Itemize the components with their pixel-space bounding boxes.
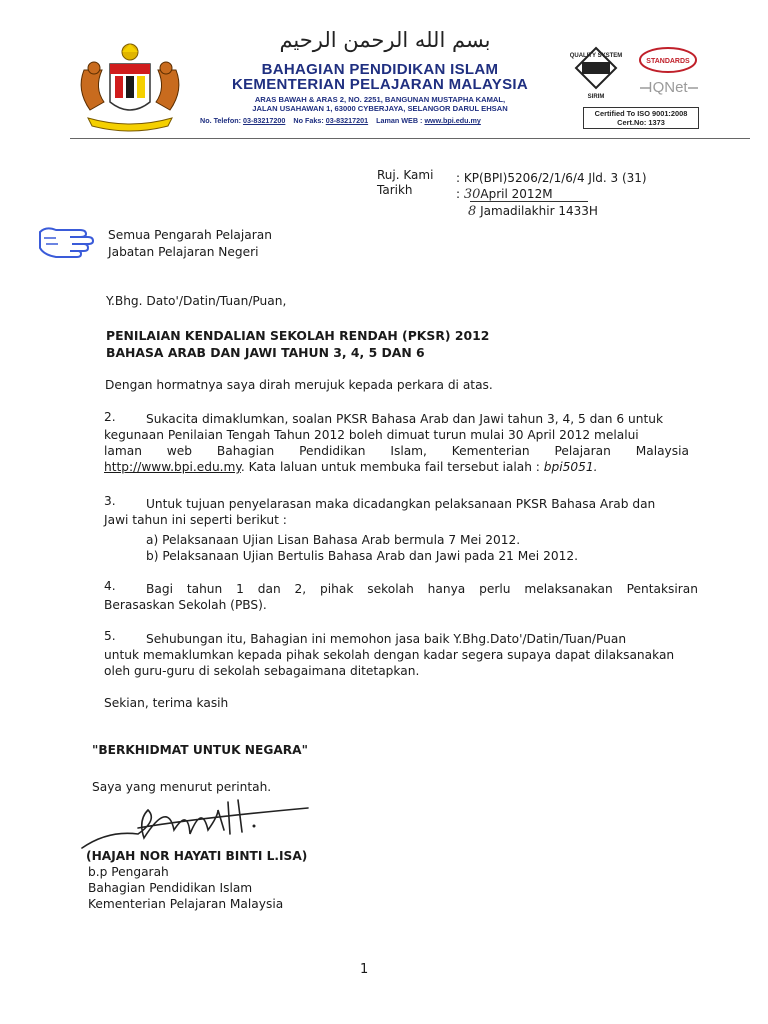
para3-item-a: a) Pelaksanaan Ujian Lisan Bahasa Arab bermula 7 Mei 2012. bbox=[146, 533, 521, 547]
iqnet-text: IQNet bbox=[648, 79, 688, 96]
para2-line3: laman web Bahagian Pendidikan Islam, Kementerian Pelajaran Malaysia bbox=[104, 444, 689, 458]
tarikh-label: Tarikh bbox=[377, 183, 413, 197]
certification-logos bbox=[566, 44, 706, 110]
web-label: Laman WEB : bbox=[376, 116, 423, 125]
bismillah-calligraphy: بسم الله الرحمن الرحيم bbox=[279, 28, 491, 52]
para5-number: 5. bbox=[104, 629, 116, 643]
ruj-label: Ruj. Kami bbox=[377, 168, 434, 182]
page-number: 1 bbox=[360, 962, 369, 977]
para5-line2: untuk memaklumkan kepada pihak sekolah dengan kadar segera supaya dapat dilaksanakan bbox=[104, 648, 675, 662]
para2-line4-text: . Kata laluan untuk membuka fail tersebut ialah : bbox=[240, 460, 540, 474]
coat-of-arms-icon bbox=[70, 40, 190, 135]
date-underline bbox=[470, 201, 588, 202]
motto: "BERKHIDMAT UNTUK NEGARA" bbox=[92, 743, 308, 757]
para2-line4 bbox=[104, 460, 598, 475]
cert-line2: Cert.No: 1373 bbox=[617, 118, 665, 127]
sirim-text: SIRIM bbox=[587, 94, 605, 100]
standards-text: STANDARDS bbox=[646, 58, 690, 65]
para4-line1: Bagi tahun 1 dan 2, pihak sekolah hanya perlu melaksanakan Pentaksiran bbox=[146, 582, 698, 596]
signatory-line2: Bahagian Pendidikan Islam bbox=[88, 881, 253, 895]
standards-iqnet-logo-icon bbox=[640, 48, 698, 96]
letterhead-contact bbox=[200, 116, 580, 125]
closing: Sekian, terima kasih bbox=[104, 696, 229, 710]
bpi-website-link[interactable]: http://www.bpi.edu.my bbox=[104, 460, 241, 474]
para3-number: 3. bbox=[104, 494, 116, 508]
letterhead-divider bbox=[70, 138, 750, 139]
sirim-quality-logo-icon bbox=[570, 48, 623, 100]
password-text: bpi5051. bbox=[543, 460, 598, 474]
letterhead-address bbox=[200, 95, 560, 113]
para2-number: 2. bbox=[104, 410, 116, 424]
tarikh-month-year: April 2012M bbox=[480, 187, 553, 201]
para5-line3: oleh guru-guru di sekolah sebagaimana ditetapkan. bbox=[104, 664, 420, 678]
tarikh-handwritten-day: 30 bbox=[463, 187, 481, 202]
para3-line1: Untuk tujuan penyelarasan maka dicadangkan pelaksanaan PKSR Bahasa Arab dan bbox=[146, 497, 656, 511]
org-name-line1: BAHAGIAN PENDIDIKAN ISLAM bbox=[261, 61, 499, 78]
tel-label: No. Telefon: bbox=[200, 116, 241, 125]
subject-line1: PENILAIAN KENDALIAN SEKOLAH RENDAH (PKSR) 2012 bbox=[106, 328, 490, 343]
pointing-hand-icon bbox=[36, 222, 96, 258]
web-value[interactable]: www.bpi.edu.my bbox=[424, 116, 481, 125]
signatory-line3: Kementerian Pelajaran Malaysia bbox=[88, 897, 284, 911]
tel-value: 03-83217200 bbox=[243, 116, 286, 125]
signatory-name: (HAJAH NOR HAYATI BINTI L.ISA) bbox=[86, 849, 308, 863]
quality-system-text: QUALITY SYSTEM bbox=[569, 53, 623, 59]
hijri-handwritten-day: 8 bbox=[468, 204, 477, 219]
ruj-value: : KP(BPI)5206/2/1/6/4 Jld. 3 (31) bbox=[456, 171, 647, 185]
para3-item-b: b) Pelaksanaan Ujian Bertulis Bahasa Arab dan Jawi pada 21 Mei 2012. bbox=[146, 549, 578, 563]
fax-value: 03-83217201 bbox=[325, 116, 369, 125]
para4-number: 4. bbox=[104, 579, 116, 593]
signatory-line1: b.p Pengarah bbox=[88, 865, 169, 879]
para2-line1: Sukacita dimaklumkan, soalan PKSR Bahasa Arab dan Jawi tahun 3, 4, 5 dan 6 untuk bbox=[146, 412, 664, 426]
letterhead-title bbox=[200, 62, 560, 92]
address-line2: JALAN USAHAWAN 1, 63000 CYBERJAYA, SELANGOR DARUL EHSAN bbox=[252, 104, 508, 113]
fax-label: No Faks: bbox=[293, 116, 324, 125]
subject-line2: BAHASA ARAB DAN JAWI TAHUN 3, 4, 5 DAN 6 bbox=[106, 345, 425, 360]
order-line: Saya yang menurut perintah. bbox=[92, 780, 272, 794]
hijri-date bbox=[468, 204, 598, 219]
recipient-line2: Jabatan Pelajaran Negeri bbox=[108, 245, 259, 259]
org-name-line2: KEMENTERIAN PELAJARAN MALAYSIA bbox=[232, 76, 528, 93]
opening-sentence: Dengan hormatnya saya dirah merujuk kepada perkara di atas. bbox=[105, 378, 493, 392]
iso-certification-box bbox=[583, 107, 699, 129]
salutation: Y.Bhg. Dato'/Datin/Tuan/Puan, bbox=[106, 294, 287, 308]
para2-line2: kegunaan Penilaian Tengah Tahun 2012 boleh dimuat turun mulai 30 April 2012 melalui bbox=[104, 428, 639, 442]
para3-line2: Jawi tahun ini seperti berikut : bbox=[104, 513, 287, 527]
address-line1: ARAS BAWAH & ARAS 2, NO. 2251, BANGUNAN MUSTAPHA KAMAL, bbox=[254, 95, 506, 104]
recipient-line1: Semua Pengarah Pelajaran bbox=[108, 228, 272, 242]
tarikh-colon: : bbox=[456, 187, 461, 201]
para4-line2: Berasaskan Sekolah (PBS). bbox=[104, 598, 267, 612]
para5-line1: Sehubungan itu, Bahagian ini memohon jasa baik Y.Bhg.Dato'/Datin/Tuan/Puan bbox=[146, 632, 627, 646]
hijri-month-year: Jamadilakhir 1433H bbox=[480, 204, 598, 218]
tarikh-value bbox=[456, 187, 553, 202]
cert-line1: Certified To ISO 9001:2008 bbox=[594, 109, 688, 118]
